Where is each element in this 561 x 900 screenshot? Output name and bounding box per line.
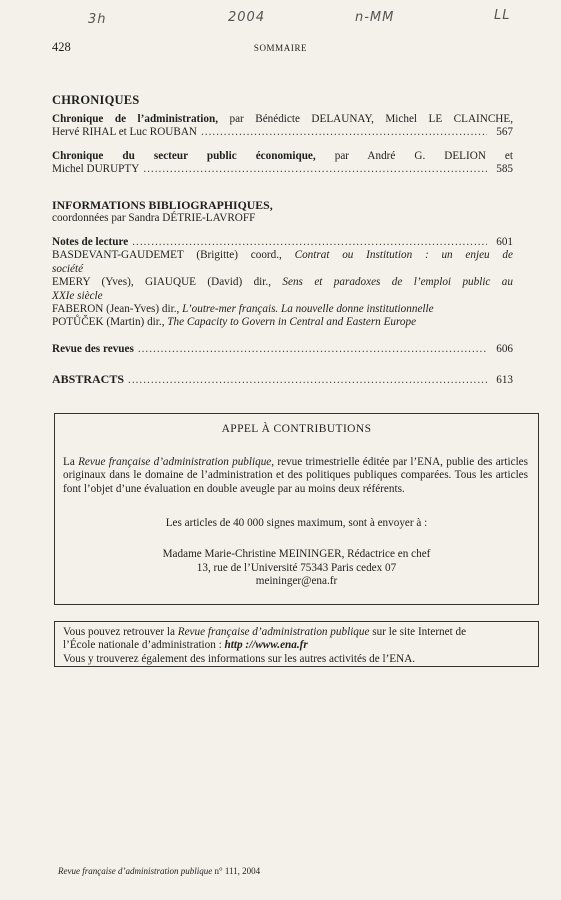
journal-name: Revue française d’administration publique [177,626,370,638]
appel-text: La [63,456,79,468]
contact-name: Madame Marie-Christine MEININGER, Rédactrice en chef [162,548,431,560]
note-authors: FABERON (Jean-Yves) dir., [52,303,183,316]
site-text: l’École nationale d’administration : [63,639,225,652]
note-item [52,249,513,262]
toc-page-number: 606 [496,343,513,355]
note-title-cont: XXIe siècle [52,289,103,302]
abstracts-label: ABSTRACTS [52,372,125,386]
contact-email: meininger@ena.fr [255,575,338,587]
toc-entry-authors: par Bénédicte DELAUNAY, Michel LE CLAINCHE, [218,113,513,125]
dot-leader [143,163,487,176]
site-url-link[interactable]: http ://www.ena.fr [224,639,308,652]
note-title: Sens et paradoxes de l’emploi public au [282,276,513,289]
toc-entry-line [52,113,513,126]
section-title-chroniques: CHRONIQUES [52,93,140,107]
site-line [63,639,528,652]
footer-issue: n° 111, 2004 [212,866,261,876]
site-line [63,626,528,639]
appel-title: APPEL À CONTRIBUTIONS [221,423,372,435]
section-title-informations: INFORMATIONS BIBLIOGRAPHIQUES, [52,198,273,212]
toc-page-number: 585 [496,163,513,176]
note-authors: EMERY (Yves), GIAUQUE (David) dir., [52,276,283,289]
dot-leader [201,126,487,139]
toc-entry-authors: Michel DURUPTY [52,163,140,176]
journal-name: Revue française d’administration publique [78,456,272,468]
page-footer [58,866,260,876]
site-text: sur le site Internet de [369,626,467,638]
notes-de-lecture [52,236,513,330]
toc-page-number: 567 [496,126,513,139]
note-authors: POTŮČEK (Martin) dir., [52,316,168,329]
appel-text: , revue trimestrielle éditée par l’ENA, publie des articles originaux dans le domaine de l’administration et des politiques publiques comparées. Tous les articles font l’objet d’une évaluation en double aveugle par au moins deux référents. [63,456,528,495]
note-item [52,276,513,289]
dot-leader [132,236,487,249]
note-item [52,303,513,316]
appel-signes: Les articles de 40 000 signes maximum, sont à envoyer à : [165,517,428,529]
toc-entry-authors: par André G. DELION et [315,150,513,162]
handwritten-mark: 3h [88,12,107,27]
dot-leader [128,374,487,387]
toc-entry [52,113,513,140]
appel-paragraph [63,456,528,496]
toc-entry-line [52,343,513,356]
site-paragraph [63,626,528,666]
dot-leader [138,343,487,356]
site-line: Vous y trouverez également des informations sur les autres activités de l’ENA. [63,652,416,665]
toc-entry [52,343,513,356]
toc-page-number: 613 [496,374,513,386]
toc-entry-line [52,163,513,176]
toc-entry-line [52,236,513,249]
note-item [52,316,513,329]
site-text: Vous pouvez retrouver la [63,626,178,638]
contact-address: 13, rue de l’Université 75343 Paris cedex 07 [196,562,397,574]
toc-entry [52,150,513,177]
section-informations [52,199,513,226]
page-header [52,40,509,56]
toc-entry-line [52,150,513,163]
toc-entry [52,373,513,387]
section-subtitle: coordonnées par Sandra DÉTRIE-LAVROFF [52,212,256,225]
site-info-box [54,621,539,667]
toc-entry-title: Chronique de l’administration, [52,113,219,125]
toc-entry-title: Chronique du secteur public économique, [52,150,316,162]
handwritten-mark: n-MM [355,10,395,25]
toc-entry-line [52,126,513,139]
revue-des-revues-label: Revue des revues [52,343,134,355]
toc-entry-authors: Hervé RIHAL et Luc ROUBAN [52,126,197,139]
note-title: Contrat ou Institution : un enjeu de [294,249,513,262]
note-title: The Capacity to Govern in Central and Eastern Europe [167,316,417,329]
note-title-cont: société [52,262,84,275]
notes-label: Notes de lecture [52,236,129,248]
handwritten-initials: LL [494,8,511,23]
footer-journal: Revue française d’administration publique [58,866,213,876]
toc-page-number: 601 [496,236,513,248]
appel-contributions-box [54,413,539,605]
running-title: SOMMAIRE [253,43,308,53]
page-number: 428 [52,40,71,54]
toc-entry-line [52,373,513,387]
note-title: L’outre-mer français. La nouvelle donne institutionnelle [182,303,434,316]
note-authors: BASDEVANT-GAUDEMET (Brigitte) coord., [52,249,295,262]
handwritten-year: 2004 [228,10,266,25]
